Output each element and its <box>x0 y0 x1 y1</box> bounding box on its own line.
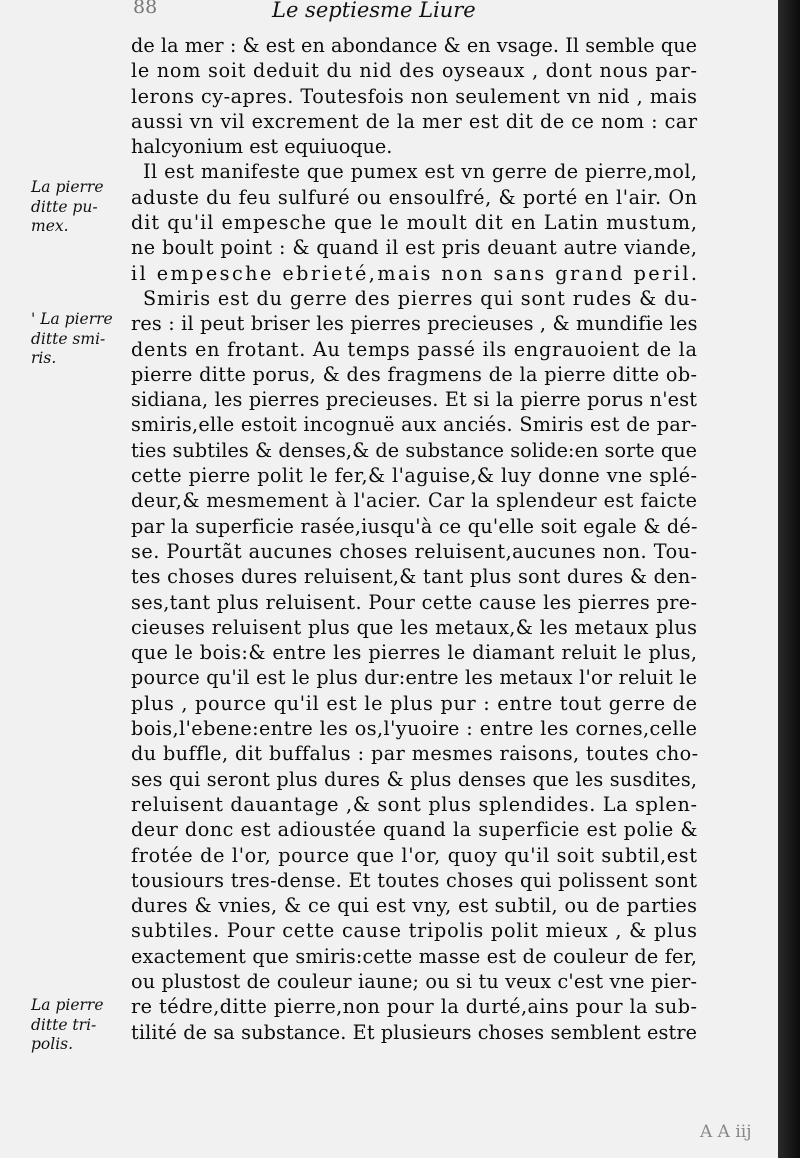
text-line: plus , pource qu'il est le plus pur : entre tout gerre de <box>131 691 698 715</box>
text-line: ne boult point : & quand il est pris deuant autre viande, <box>131 236 698 260</box>
margin-note-line: ditte smi- <box>31 329 106 348</box>
text-line: re tédre,ditte pierre,non pour la durté,ains pour la sub- <box>131 995 698 1019</box>
text-line: tilité de sa substance. Et plusieurs choses semblent estre <box>131 1020 698 1044</box>
margin-note-line: La pierre <box>31 996 104 1014</box>
text-line: que le bois:& entre les pierres le diamant reluit le plus, <box>131 641 698 665</box>
text-line: res : il peut briser les pierres precieuses , & mundifie les <box>131 312 698 336</box>
text-line: du buffle, dit buffalus : par mesmes raisons, toutes cho- <box>131 742 699 766</box>
margin-note-line: ditte tri- <box>31 1015 97 1034</box>
text-line: pierre ditte porus, & des fragmens de la pierre ditte ob- <box>131 362 698 386</box>
margin-note-line: polis. <box>31 1035 74 1053</box>
text-line: sidiana, les pierres precieuses. Et si la pierre porus n'est <box>131 388 698 412</box>
text-line: par la superficie rasée,iusqu'à ce qu'elle soit egale & dé- <box>131 514 698 538</box>
text-line: tousiours tres-dense. Et toutes choses qui polissent sont <box>131 868 698 892</box>
text-line: tes choses dures reluisent,& tant plus sont dures & den- <box>131 565 698 589</box>
text-line: frotée de l'or, pource que l'or, quoy qu'il soit subtil,est <box>131 843 698 867</box>
text-line: reluisent dauantage ,& sont plus splendides. La splen- <box>131 792 698 816</box>
text-line: le nom soit deduit du nid des oyseaux , dont nous par- <box>131 59 698 83</box>
margin-note-pumex <box>31 178 131 237</box>
text-line: pource qu'il est le plus dur:entre les metaux l'or reluit le <box>131 666 698 690</box>
margin-note-tripolis <box>31 996 131 1055</box>
text-line: il empesche ebrieté,mais non sans grand peril. <box>131 261 700 285</box>
text-line: dit qu'il empesche que le moult dit en Latin mustum, <box>131 211 698 235</box>
text-line: deur,& mesmement à l'acier. Car la splendeur est faicte <box>131 489 698 513</box>
text-line: ou plustost de couleur iaune; ou si tu veux c'est vne pier- <box>131 969 698 993</box>
text-line: ties subtiles & denses,& de substance solide:en sorte que <box>131 438 698 462</box>
paragraph <box>131 286 697 1045</box>
text-line: dures & vnies, & ce qui est vny, est subtil, ou de parties <box>131 894 698 918</box>
text-line: exactement que smiris:cette masse est de couleur de fer, <box>131 944 698 968</box>
main-text-block <box>131 33 700 1045</box>
text-line: lerons cy-apres. Toutesfois non seulement vn nid , mais <box>131 84 698 108</box>
text-line: Il est manifeste que pumex est vn gerre de pierre,mol, <box>143 160 698 184</box>
paragraph <box>131 33 697 159</box>
text-line: ses,tant plus reluisent. Pour cette cause les pierres pre- <box>131 590 698 614</box>
running-title: Le septiesme Liure <box>272 0 476 22</box>
margin-note-line: ris. <box>31 349 57 367</box>
text-line: deur donc est adioustée quand la superficie est polie & <box>131 818 698 842</box>
text-line: cette pierre polit le fer,& l'aguise,& luy donne vne splé- <box>131 464 698 488</box>
text-line: cieuses reluisent plus que les metaux,& les metaux plus <box>131 615 698 639</box>
folio-number: 88 <box>133 0 158 18</box>
margin-note-line: mex. <box>31 217 69 235</box>
signature-mark: A A iij <box>700 1122 752 1142</box>
text-line: aduste du feu sulfuré ou ensoulfré, & porté en l'air. On <box>131 185 698 209</box>
margin-note-line: ditte pu- <box>31 197 98 216</box>
text-line: de la mer : & est en abondance & en vsage. Il semble que <box>131 34 698 57</box>
paragraph <box>131 159 700 285</box>
text-line: halcyonium est equiuoque. <box>131 135 393 159</box>
text-line: Smiris est du gerre des pierres qui sont rudes & du- <box>143 286 698 310</box>
text-line: ses qui seront plus dures & plus denses que les susdites, <box>131 767 698 791</box>
margin-note-line: La pierre <box>31 178 104 196</box>
text-line: se. Pourtãt aucunes choses reluisent,aucunes non. Tou- <box>131 539 698 563</box>
text-line: bois,l'ebene:entre les os,l'yuoire : entre les cornes,celle <box>131 717 698 741</box>
margin-note-smiris <box>31 310 131 369</box>
text-line: subtiles. Pour cette cause tripolis polit mieux , & plus <box>131 919 698 943</box>
text-line: aussi vn vil excrement de la mer est dit de ce nom : car <box>131 109 698 133</box>
text-line: smiris,elle estoit incognuë aux anciés. Smiris est de par- <box>131 413 698 437</box>
book-gutter <box>778 0 800 1158</box>
text-line: dents en frotant. Au temps passé ils engrauoient de la <box>131 337 698 361</box>
margin-note-line: ' La pierre <box>31 310 113 328</box>
